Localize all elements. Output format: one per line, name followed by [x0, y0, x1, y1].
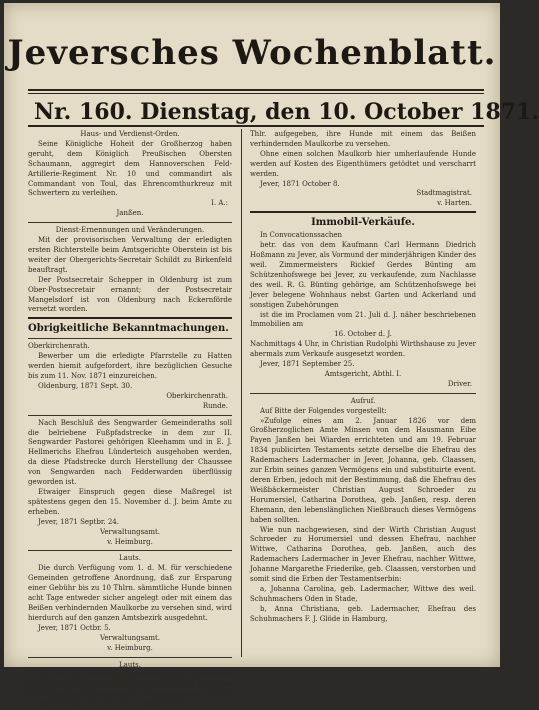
- path-notice-text-2: Etwaiger Einspruch gegen diese Maßregel ist spätestens gegen den 15. November d. J. beim Amte zu erheben.: [28, 488, 232, 516]
- divider: [28, 222, 232, 223]
- masthead-rule-thin: [28, 93, 484, 94]
- path-notice-text: Nach Beschluß des Sengwarder Gemeinderaths soll die belriebene Fußpfadstrecke in dem zur II. Sengwarder Pastorei gehörigen Kleehamm und in E. J. Hellmerichs Ehefrau Lünderteich ausgehoben werden, da diese Pfadstrecke durch Herstellung der Chaussee von Sengwarden nach Fedderwarden überflüssig geworden ist.: [28, 418, 232, 487]
- path-notice-signature-2: v. Heimburg.: [107, 537, 153, 546]
- left-column: [28, 130, 232, 710]
- newspaper-masthead: Jeversches Wochenblatt.: [7, 33, 497, 73]
- announcement-authority: Oberkirchenrath.: [28, 342, 90, 351]
- dog-notice-signature-1: Verwaltungsamt.: [99, 633, 161, 642]
- divider: [250, 393, 476, 394]
- dog-notice-date: Jever, 1871 Octbr. 5.: [38, 623, 111, 632]
- dog-notice-signature-2: v. Heimburg.: [107, 643, 153, 652]
- orders-signature-name: Janßen.: [116, 209, 144, 218]
- path-notice-signature-1: Verwaltungsamt.: [99, 527, 161, 536]
- property-sale-text-2: ist die im Proclamen vom 21. Juli d. J. näher beschriebenen Immobilien am: [250, 310, 476, 329]
- section-title-appointments: Dienst-Ernennungen und Veränderungen.: [55, 226, 205, 235]
- property-sale-signature-2: Driver.: [447, 379, 472, 388]
- property-sale-intro: In Convocationssachen: [260, 231, 343, 240]
- appointments-text-2: Der Postsecretair Schepper in Oldenburg ist zum Ober-Postsecretair ernannt; der Postsecretair Mangelsdorf ist von Oldenburg nach Eckernförde versetzt worden.: [28, 275, 232, 314]
- aufruf-text: »Zufolge eines am 2. Januar 1826 vor dem Großherzoglichen Amte Minsen von dem Hausmann Eibe Payen Janßen bei Wiarden errichteten und am 19. Februar 1834 publicirten Testaments setzte derselbe die Ehefrau des Rademachers Ladermacher in Jever, Johanna, geb. Claassen, zur Erbin seines ganzen Vermögens ein und substituirte event. deren Erben, jedoch mit der Bestimmung, daß die Ehefrau des Weißbäckermeister Christian August Schroeder zu Horumersiel, Catharina Dorothea, geb. Janßen, resp. deren Ehemann, den lebenslänglichen Nießbrauch dieses Vermögens haben sollten.: [250, 416, 476, 524]
- path-notice-date: Jever, 1871 Septbr. 24.: [38, 517, 119, 526]
- rabies-notice-date: Jever, 1871 October 8.: [260, 179, 340, 188]
- divider: [28, 338, 232, 339]
- aufruf-item-a: a, Johanna Carolina, geb. Ladermacher, Wittwe des weil. Schuhmachers Oden in Stade,: [250, 584, 476, 603]
- notice-title-aufruf: Aufruf.: [350, 396, 376, 405]
- issue-line: Nr. 160. Dienstag, den 10. October 1871.: [34, 99, 539, 125]
- rabies-notice-signature-1: Stadtmagistrat.: [416, 189, 472, 198]
- divider-thick: [28, 317, 232, 319]
- notice-title-lauts-2: Lauts.: [119, 660, 141, 669]
- property-sale-text: betr. das von dem Kaufmann Carl Hermann Diedrich Hoßmann zu Jever, als Vormund der minderjährigen Kinder des weil. Zimmermeisters Rickief Gerdes Bünting am Schützenhofswege bei Jever, zu verkaufende, zum Nachlasse des weil. R. G. Bünting gehörige, am Schützenhofswege bei Jever belegene Wohnhaus nebst Garten und Ackerland und sonstigen Zubehörungen: [250, 241, 476, 309]
- newspaper-page: [4, 3, 539, 709]
- divider: [28, 657, 232, 658]
- dog-notice-text: Die durch Verfügung vom 1. d. M. für verschiedene Gemeinden getroffene Anordnung, daß zur Ersparung einer Gebühr bis zu 10 Thlrn. sämmtliche Hunde binnen acht Tage entweder sicher angelegt oder mit einem das Beißen verhindernden Maulkorbe zu versehen sind, wird hierdurch auf den ganzen Amtsbezirk ausgedehnt.: [28, 564, 232, 622]
- column-separator: [241, 129, 242, 657]
- masthead-rule-top: [28, 89, 484, 91]
- announcement-signature-1: Oberkirchenrath.: [166, 391, 228, 400]
- section-title-announcements: Obrigkeitliche Bekanntmachungen.: [28, 323, 229, 335]
- announcement-text: Bewerber um die erledigte Pfarrstelle zu Hatten werden hiemit aufgefordert, ihre bezüglichen Gesuche bis zum 11. Nov. 1871 einzureichen.: [28, 352, 232, 381]
- announcement-signature-2: Runde.: [202, 401, 228, 410]
- property-sale-signature-1: Amtsgericht, Abthl. I.: [324, 369, 402, 378]
- aufruf-intro: Auf Bitte der Folgendes vorgestellt:: [260, 406, 387, 415]
- rabies-notice-continued: Thlr. aufgegeben, ihre Hunde mit einem das Beißen verhindernden Maulkorbe zu versehen.: [250, 130, 476, 148]
- rabies-notice-continued-2: Ohne einen solchen Maulkorb hier umherlaufende Hunde werden auf Kosten des Eigenthümers getödtet und verscharrt werden.: [250, 149, 476, 178]
- announcement-date: Oldenburg, 1871 Sept. 30.: [38, 381, 133, 390]
- property-sale-text-3: Nachmittags 4 Uhr, in Christian Rudolphi Wirthshause zu Jever abermals zum Verkaufe ausgesetzt worden.: [250, 340, 476, 359]
- divider: [28, 550, 232, 551]
- aufruf-item-b: b, Anna Christiana, geb. Ladermacher, Ehefrau des Schuhmachers F. J. Glöde in Hamburg,: [250, 604, 476, 623]
- property-sale-date: Jever, 1871 September 25.: [260, 360, 355, 369]
- section-title-property-sales: Immobil-Verkäufe.: [311, 217, 415, 229]
- divider-thick: [250, 211, 476, 213]
- divider: [28, 415, 232, 416]
- property-sale-date-line: 16. October d. J.: [334, 330, 392, 339]
- issue-rule-bottom: [28, 125, 484, 127]
- rabies-notice-signature-2: v. Harten.: [437, 199, 472, 208]
- appointments-text: Mit der provisorischen Verwaltung der erledigten ersten Richterstelle beim Amtsgerichte Oberstein ist bis weiter der Obergerichts-Secretair Schildt zu Birkenfeld beauftragt.: [28, 236, 232, 274]
- notice-title-lauts-1: Lauts.: [119, 554, 141, 563]
- right-column: [250, 130, 476, 625]
- orders-text: Seine Königliche Hoheit der Großherzog haben geruht, dem Königlich Preußischen Obersten Schaumann, aggregirt dem Hannoverschen Feld-Artillerie-Regiment Nr. 10 und commandirt als Commandant von Toul, das Ehrencomthurkreuz mit Schwertern zu verleihen.: [28, 139, 232, 198]
- section-title-orders: Haus- und Verdienst-Orden.: [80, 130, 180, 138]
- aufruf-text-2: Wie nun nachgewiesen, sind der Wirth Christian August Schroeder zu Horumersiel und dessen Ehefrau, nachher Wittwe, Catharina Dorothea, geb. Janßen, auch des Rademachers Ladermacher in Jever Ehefrau, nachher Wittwe, Johanne Margarethe Friederike, geb. Claassen, verstorben und somit sind die Erben der Testamentserbin:: [250, 525, 476, 584]
- orders-signature-ia: I. A.:: [211, 199, 228, 208]
- rabies-notice-text: Da sich in mehreren Gemeinden des Amtsbezirks Jever der Tollwuth verdächtige Hunde gezeigt haben, so wird hierdurch sämmtlichen Hundebesitzern in der Stadtgemeinde Jever bei einer Geldstrafe bis zu 10: [28, 670, 232, 709]
